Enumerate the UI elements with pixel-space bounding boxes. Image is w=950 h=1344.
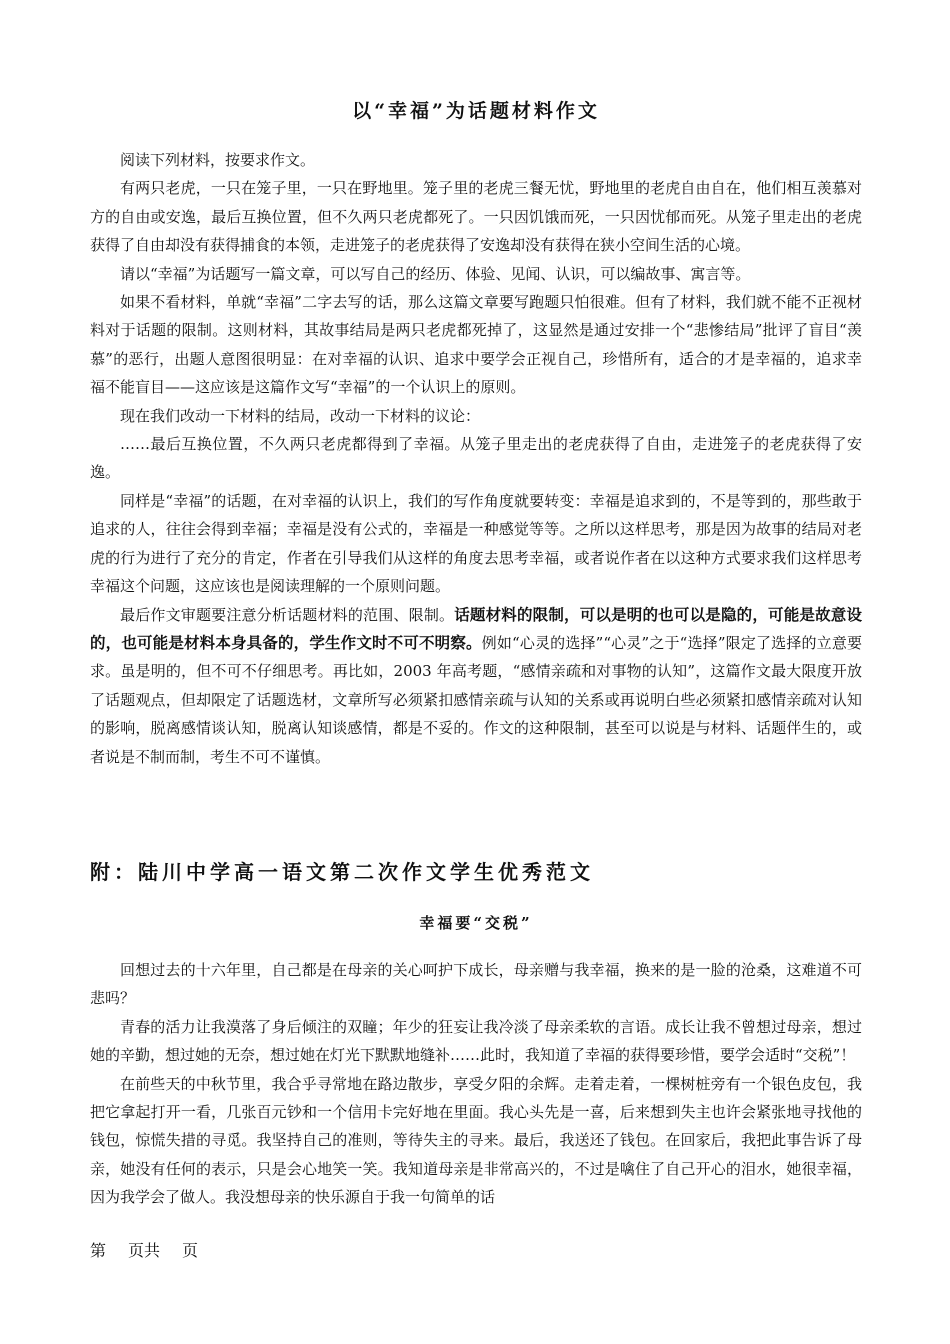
document-title: 以“幸福”为话题材料作文	[352, 100, 600, 122]
appendix-heading: 附：陆川中学高一语文第二次作文学生优秀范文	[90, 860, 594, 884]
essay-paragraph-2: 青春的活力让我漠落了身后倾注的双瞳；年少的狂妄让我冷淡了母亲柔软的言语。成长让我不曾想过母亲，想过她的辛勤，想过她的无奈，想过她在灯光下默默地缝补……此时，我知道了幸福的获得要珍惜，要学会适时“交税”！	[90, 1017, 862, 1065]
paragraph-analysis-2: 现在我们改动一下材料的结局，改动一下材料的议论：	[120, 406, 481, 425]
page-footer	[90, 1238, 198, 1261]
paragraph-analysis-4	[90, 601, 862, 771]
paragraph-prompt: 请以“幸福”为话题写一篇文章，可以写自己的经历、体验、见闻、认识，可以编故事、寓言等。	[120, 264, 751, 283]
footer-page-mid: 页共	[128, 1241, 161, 1260]
paragraph-instruction: 阅读下列材料，按要求作文。	[120, 151, 316, 169]
essay-paragraph-1: 回想过去的十六年里，自己都是在母亲的关心呵护下成长，母亲赠与我幸福，换来的是一脸的沧桑，这难道不可悲吗？	[90, 961, 862, 1008]
paragraph-analysis-1: 如果不看材料，单就“幸福”二字去写的话，那么这篇文章要写跑题只怕很难。但有了材料，我们就不能不正视材料对于话题的限制。这则材料，其故事结局是两只老虎都死掉了，这显然是通过安排一个“悲惨结局”批评了盲目“羡慕”的恶行，出题人意图很明显：在对幸福的认识、追求中要学会正视自己，珍惜所有，适合的才是幸福的，追求幸福不能盲目——这应该是这篇作文写“幸福”的一个认识上的原则。	[90, 293, 862, 397]
paragraph-modified-material: ……最后互换位置，不久两只老虎都得到了幸福。从笼子里走出的老虎获得了自由，走进笼子的老虎获得了安逸。	[90, 435, 862, 482]
paragraph-material: 有两只老虎，一只在笼子里，一只在野地里。笼子里的老虎三餐无忧，野地里的老虎自由自在，他们相互羡慕对方的自由或安逸，最后互换位置，但不久两只老虎都死了。一只因饥饿而死，一只因忧郁而死。从笼子里走出的老虎获得了自由却没有获得捕食的本领，走进笼子的老虎获得了安逸却没有获得在狭小空间生活的心境。	[90, 179, 862, 255]
material-section	[90, 146, 862, 771]
essay-paragraph-3: 在前些天的中秋节里，我合乎寻常地在路边散步，享受夕阳的余辉。走着走着，一棵树桩旁有一个银色皮包，我把它拿起打开一看，几张百元钞和一个信用卡完好地在里面。我心头先是一喜，后来想到失主也许会紧张地寻找他的钱包，惊慌失措的寻觅。我坚持自己的准则，等待失主的寻来。最后，我送还了钱包。在回家后，我把此事告诉了母亲，她没有任何的表示，只是会心地笑一笑。我知道母亲是非常高兴的，不过是噙住了自己开心的泪水，她很幸福，因为我学会了做人。我没想母亲的快乐源自于我一句简单的话	[90, 1074, 862, 1207]
essay-title: 幸福要“交税”	[419, 914, 533, 932]
essay-section	[90, 956, 862, 1212]
paragraph-text: 例如“心灵的选择”“心灵”之于“选择”限定了选择的立意要求。虽是明的，但不可不仔细思考。再比如，2003 年高考题，“感情亲疏和对事物的认知”，这篇作文最大限度开放了话题观点，但却限定了话题选材，文章所写必须紧扣感情亲疏与认知的关系或再说明白些必须紧扣感情亲疏对认知的影响，脱离感情谈认知，脱离认知谈感情，都是不妥的。作文的这种限制，甚至可以说是与材料、话题伴生的，或者说是不制而制，考生不可不谨慎。	[90, 633, 862, 766]
paragraph-analysis-3: 同样是“幸福”的话题，在对幸福的认识上，我们的写作角度就要转变：幸福是追求到的，不是等到的，那些敢于追求的人，往往会得到幸福；幸福是没有公式的，幸福是一种感觉等等。之所以这样思考，那是因为故事的结局对老虎的行为进行了充分的肯定，作者在引导我们从这样的角度去思考幸福，或者说作者在以这种方式要求我们这样思考幸福这个问题，这应该也是阅读理解的一个原则问题。	[90, 491, 862, 596]
footer-page-label: 第	[90, 1241, 107, 1260]
paragraph-text: 最后作文审题要注意分析话题材料的范围、限制。	[120, 605, 455, 624]
footer-page-end: 页	[182, 1241, 199, 1260]
bold-emphasis: 话题材料的限制，可以是明的也可以是隐的，可能是故意设的，也可能是材料本身具备的，学生作文时不可不明察。	[90, 605, 862, 652]
